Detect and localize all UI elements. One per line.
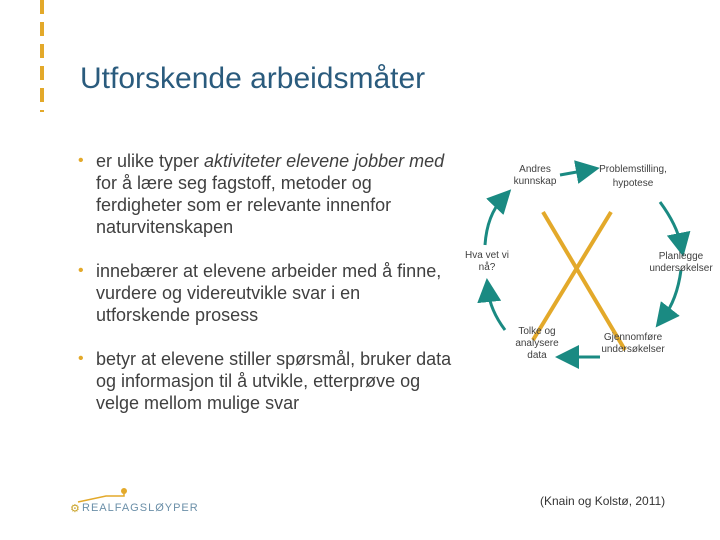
citation: (Knain og Kolstø, 2011) [540,494,666,508]
node-gjennomfore: Gjennomføre undersøkelser [601,332,665,355]
bullet-text: for å lære seg fagstoff, metoder og ferdigheter som er relevante innenfor naturvitenskapen [96,173,392,237]
node-problemstilling: Problemstilling, hypotese [599,164,667,189]
slide-title: Utforskende arbeidsmåter [80,62,426,95]
bullet-item [78,348,458,414]
bullet-text: er ulike typer [96,151,205,171]
node-tolke: Tolke og analysere data [515,326,559,361]
cycle-arrow [560,170,588,175]
bullet-text: betyr at elevene stiller spørsmål, bruker data og informasjon til å utvikle, etterprøve og velge mellom mulige svar [96,349,452,413]
cycle-arrow [485,198,503,245]
bullet-text: innebærer at elevene arbeider med å finne, vurdere og videreutvikle svar i en utforskende prosess [96,261,442,325]
cross-line [533,212,611,340]
node-hva-vet-vi: Hva vet vi nå? [465,250,509,273]
realfagsloyper-logo [70,488,210,524]
bullet-text-italic: aktiviteter elevene jobber med [204,151,445,171]
bullet-item [78,150,458,238]
node-planlegge: Planlegge undersøkelser [649,251,713,274]
cycle-arrow [663,270,681,318]
gear-icon: ⚙ [70,503,80,515]
bullet-item [78,260,458,326]
node-andres-kunnskap: Andres kunnskap [513,164,557,187]
accent-bar [40,0,44,112]
cycle-arrow [660,202,681,245]
bullet-list [78,150,458,436]
logo-text: REALFAGSLØYPER [82,502,199,514]
cycle-arrow [488,290,505,330]
inquiry-cycle-diagram [455,150,720,370]
